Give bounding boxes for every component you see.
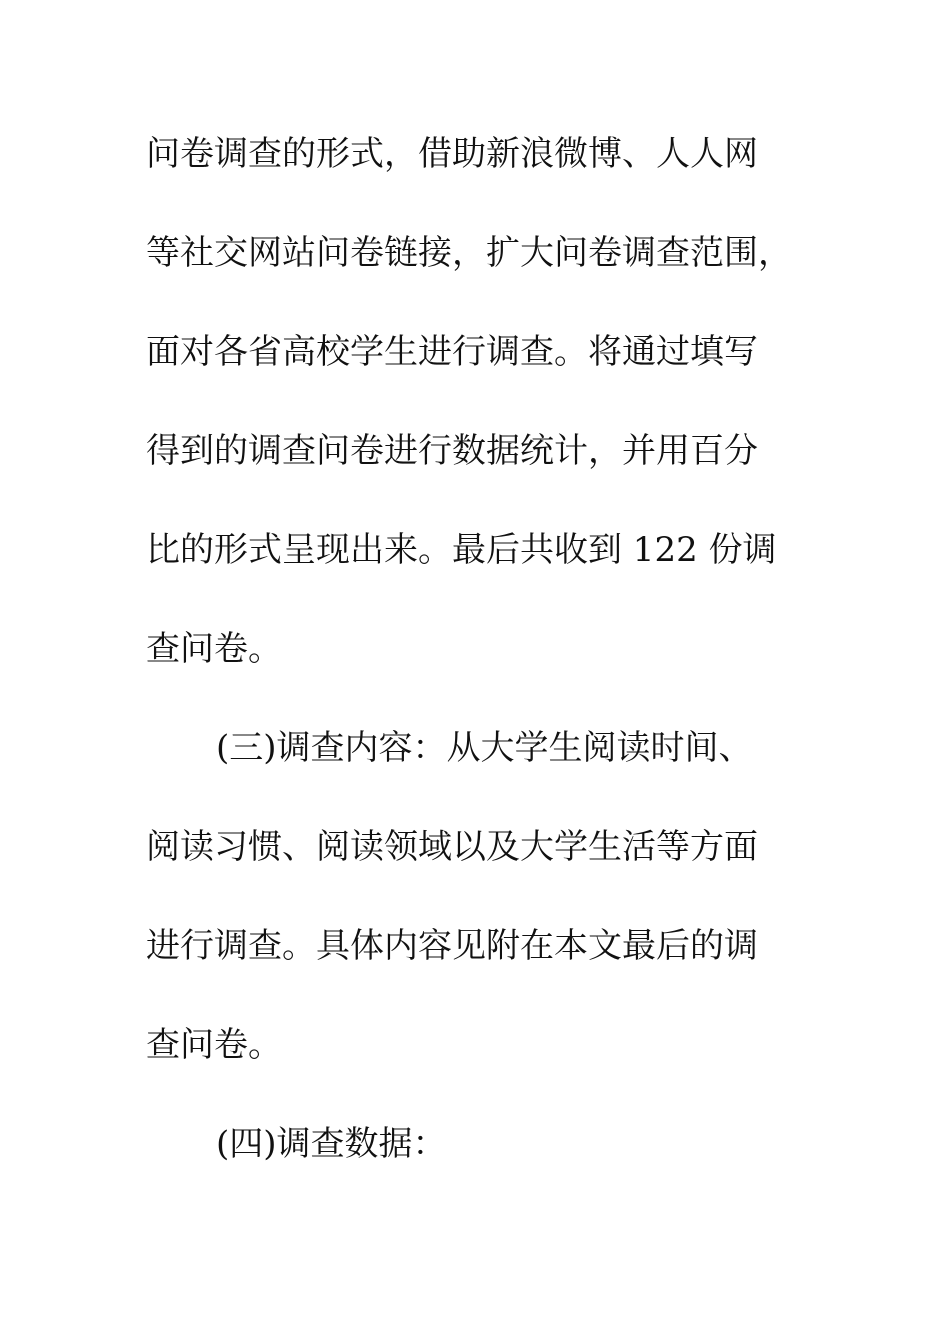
section-4-heading-line: (四)调查数据： xyxy=(216,1124,447,1164)
section-3-heading-line: (三)调查内容：从大学生阅读时间、 xyxy=(216,728,753,768)
body-line: 查问卷。 xyxy=(146,629,282,669)
body-line: 阅读习惯、阅读领域以及大学生活等方面 xyxy=(146,827,758,867)
body-line: 进行调查。具体内容见附在本文最后的调 xyxy=(146,926,758,966)
body-line: 得到的调查问卷进行数据统计，并用百分 xyxy=(146,431,758,471)
document-body xyxy=(146,128,806,1217)
body-line: 查问卷。 xyxy=(146,1025,282,1065)
body-line: 比的形式呈现出来。最后共收到 122 份调 xyxy=(146,530,777,570)
body-line: 面对各省高校学生进行调查。将通过填写 xyxy=(146,332,758,372)
body-line: 等社交网站问卷链接，扩大问卷调查范围， xyxy=(146,233,792,273)
body-line: 问卷调查的形式，借助新浪微博、人人网 xyxy=(146,134,758,174)
